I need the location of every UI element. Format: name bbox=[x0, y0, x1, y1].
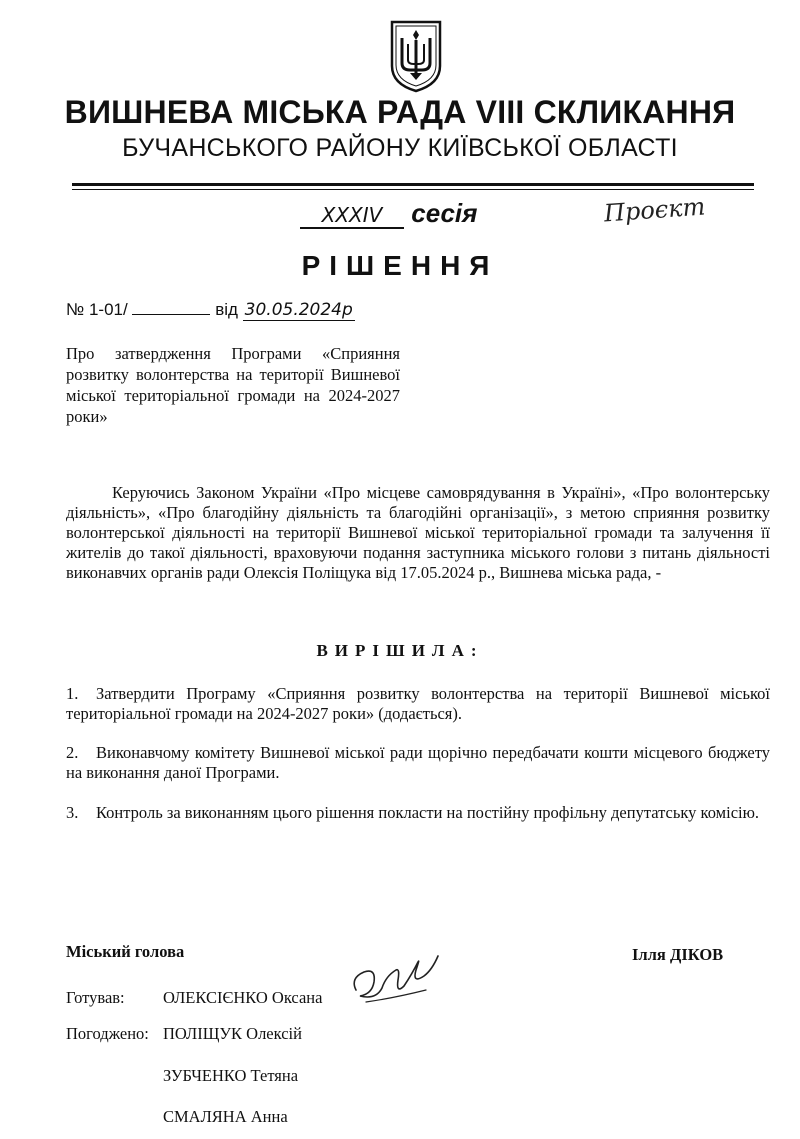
session-label: сесія bbox=[411, 198, 478, 228]
agreed-label: Погоджено: bbox=[66, 1024, 149, 1043]
decision-number-prefix: № 1-01/ bbox=[66, 300, 128, 319]
decision-title: РІШЕННЯ bbox=[301, 250, 499, 281]
agreed-name: ЗУБЧЕНКО Тетяна bbox=[163, 1066, 299, 1085]
item-number: 3. bbox=[66, 803, 79, 822]
item-text: Контроль за виконанням цього рішення покласти на постійну профільну депутатську комісію. bbox=[96, 803, 760, 822]
handwritten-signature bbox=[346, 950, 442, 1014]
item-number: 2. bbox=[66, 743, 79, 762]
item-text: Виконавчому комітету Вишневої міської ради щорічно передбачати кошти місцевого бюджету на виконання даної Програми. bbox=[66, 743, 770, 782]
mayor-title: Міський голова bbox=[66, 942, 185, 961]
mayor-name: Ілля ДІКОВ bbox=[632, 945, 724, 964]
prepared-name: ОЛЕКСІЄНКО Оксана bbox=[163, 988, 323, 1007]
decision-number-blank bbox=[132, 298, 210, 315]
decision-date-prefix: від bbox=[215, 300, 238, 319]
decision-item bbox=[66, 743, 770, 783]
header-divider-thin bbox=[72, 189, 754, 190]
decision-subject: Про затвердження Програми «Сприяння розвитку волонтерства на території Вишневої міської територіальної громади на 2024-2027 роки» bbox=[66, 344, 400, 426]
session-line bbox=[300, 198, 477, 229]
decision-date-handwritten: 30.05.2024р bbox=[244, 300, 353, 320]
decision-item bbox=[66, 684, 770, 724]
tryzub-emblem-icon bbox=[388, 18, 444, 94]
item-text: Затвердити Програму «Сприяння розвитку волонтерства на території Вишневої міської територіальної громади на 2024-2027 роки» (додається). bbox=[66, 684, 770, 723]
session-number-handwritten: XXXIV bbox=[300, 203, 404, 229]
decided-heading: ВИРІШИЛА: bbox=[316, 641, 484, 660]
agreed-name: СМАЛЯНА Анна bbox=[163, 1107, 288, 1126]
item-number: 1. bbox=[66, 684, 79, 703]
preamble-paragraph: Керуючись Законом України «Про місцеве самоврядування в Україні», «Про волонтерську діяльність», «Про благодійну діяльність та благодійні організації», з метою сприяння розвитку волонтерської діяльності на території Вишневої міської територіальної громади та залучення її жителів до такої діяльності, враховуючи подання заступника міського голови з питань діяльності виконавчих органів ради Олексія Поліщука від 17.05.2024 р., Вишнева міська рада, - bbox=[66, 483, 770, 582]
council-name: ВИШНЕВА МІСЬКА РАДА VIII СКЛИКАННЯ bbox=[64, 94, 736, 130]
agreed-name: ПОЛІЩУК Олексій bbox=[163, 1024, 302, 1043]
header-divider bbox=[72, 183, 754, 186]
decision-item bbox=[66, 803, 770, 823]
prepared-label: Готував: bbox=[66, 988, 125, 1007]
decision-number-line bbox=[66, 298, 355, 321]
draft-note-handwritten: Проєкт bbox=[603, 192, 707, 228]
council-district: БУЧАНСЬКОГО РАЙОНУ КИЇВСЬКОЇ ОБЛАСТІ bbox=[122, 134, 678, 162]
